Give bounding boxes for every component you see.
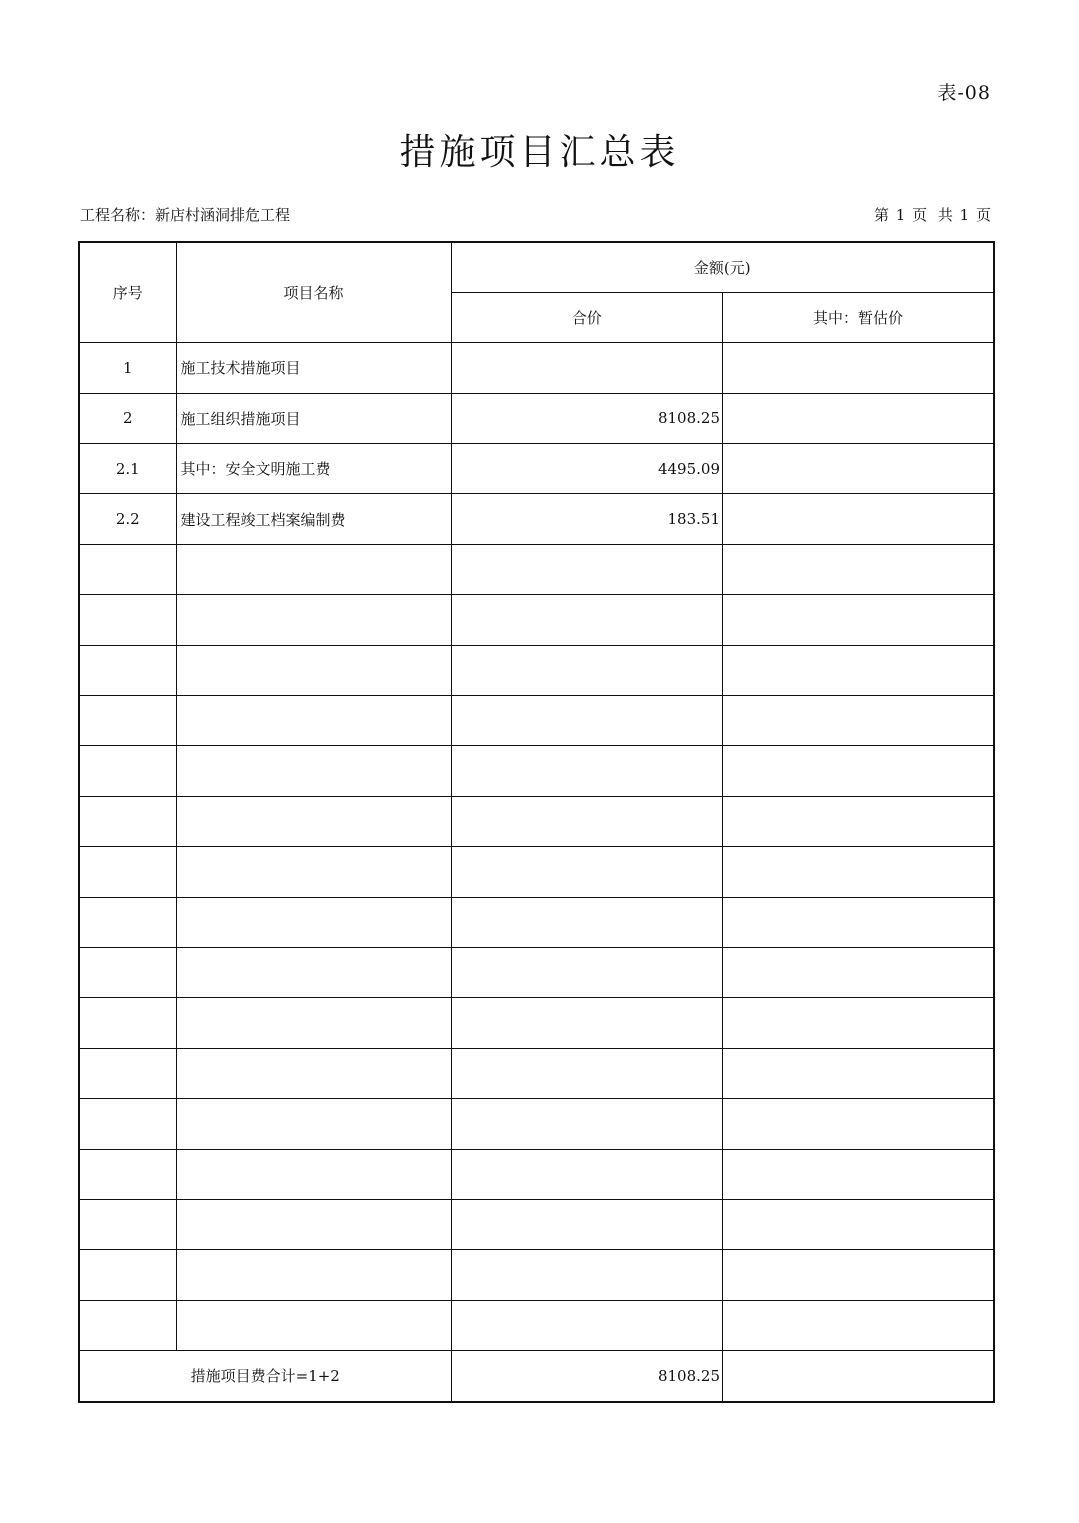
cell-name [176, 1300, 451, 1350]
table-row [79, 544, 994, 594]
cell-no [79, 897, 176, 947]
table-row [79, 847, 994, 897]
cell-no [79, 1300, 176, 1350]
cell-total [451, 595, 723, 645]
cell-no [79, 1250, 176, 1300]
cell-total [451, 645, 723, 695]
total-label: 措施项目费合计=1+2 [79, 1351, 451, 1402]
cell-name [176, 947, 451, 997]
cell-total [451, 998, 723, 1048]
cell-name [176, 998, 451, 1048]
table-row [79, 645, 994, 695]
cell-provisional [723, 444, 995, 494]
cell-name [176, 796, 451, 846]
cell-no [79, 1149, 176, 1199]
cell-no [79, 595, 176, 645]
cell-no: 1 [79, 343, 176, 393]
cell-name [176, 897, 451, 947]
total-provisional [723, 1351, 995, 1402]
cell-provisional [723, 393, 995, 443]
col-header-no: 序号 [79, 242, 176, 343]
cell-total [451, 847, 723, 897]
cell-provisional [723, 1300, 995, 1350]
cell-name [176, 595, 451, 645]
cell-provisional [723, 897, 995, 947]
cell-no [79, 998, 176, 1048]
cell-name [176, 1250, 451, 1300]
cell-total [451, 1099, 723, 1149]
cell-total [451, 343, 723, 393]
cell-provisional [723, 645, 995, 695]
table-row [79, 746, 994, 796]
cell-total [451, 746, 723, 796]
header-row-top [79, 242, 994, 292]
table-row [79, 1149, 994, 1199]
total-pages: 共 1 页 [937, 206, 991, 224]
form-code: 表-08 [937, 82, 991, 104]
total-amount: 8108.25 [451, 1351, 723, 1402]
table-row [79, 1199, 994, 1249]
page-indicator [874, 204, 991, 225]
cell-provisional [723, 947, 995, 997]
table-body [79, 343, 994, 1402]
table-row [79, 393, 994, 443]
col-header-provisional: 其中：暂估价 [723, 292, 995, 342]
table-row [79, 1048, 994, 1098]
cell-total [451, 696, 723, 746]
cell-total [451, 1250, 723, 1300]
cell-name: 建设工程竣工档案编制费 [176, 494, 451, 544]
project-name: 工程名称：新店村涵洞排危工程 [80, 206, 291, 224]
cell-provisional [723, 1048, 995, 1098]
cell-provisional [723, 998, 995, 1048]
table-row [79, 897, 994, 947]
cell-total: 183.51 [451, 494, 723, 544]
cell-provisional [723, 343, 995, 393]
cell-no: 2.2 [79, 494, 176, 544]
cell-name [176, 1048, 451, 1098]
cell-total: 4495.09 [451, 444, 723, 494]
cell-provisional [723, 494, 995, 544]
cell-total [451, 947, 723, 997]
cell-total [451, 1149, 723, 1199]
cell-total [451, 1199, 723, 1249]
cell-name [176, 544, 451, 594]
cell-name [176, 1199, 451, 1249]
table-row [79, 696, 994, 746]
cell-name [176, 1099, 451, 1149]
cell-no [79, 847, 176, 897]
cell-no [79, 1048, 176, 1098]
col-header-name: 项目名称 [176, 242, 451, 343]
cell-total: 8108.25 [451, 393, 723, 443]
cell-total [451, 544, 723, 594]
table-row [79, 1250, 994, 1300]
cell-name: 施工技术措施项目 [176, 343, 451, 393]
cell-name [176, 847, 451, 897]
page-title: 措施项目汇总表 [399, 132, 680, 173]
table-row [79, 1099, 994, 1149]
table-row [79, 595, 994, 645]
cell-name [176, 1149, 451, 1199]
cell-no [79, 696, 176, 746]
cell-total [451, 796, 723, 846]
measures-summary-table [78, 241, 995, 1403]
cell-total [451, 897, 723, 947]
cell-provisional [723, 1149, 995, 1199]
cell-no [79, 544, 176, 594]
cell-provisional [723, 1099, 995, 1149]
cell-name [176, 645, 451, 695]
cell-no [79, 947, 176, 997]
table-row [79, 1300, 994, 1350]
cell-no [79, 645, 176, 695]
cell-provisional [723, 696, 995, 746]
table-row [79, 343, 994, 393]
cell-no: 2 [79, 393, 176, 443]
table-row [79, 947, 994, 997]
cell-total [451, 1300, 723, 1350]
cell-no [79, 1199, 176, 1249]
cell-provisional [723, 796, 995, 846]
cell-provisional [723, 847, 995, 897]
cell-no [79, 1099, 176, 1149]
table-row [79, 494, 994, 544]
cell-provisional [723, 595, 995, 645]
total-row [79, 1351, 994, 1402]
cell-name [176, 746, 451, 796]
cell-name: 施工组织措施项目 [176, 393, 451, 443]
current-page: 第 1 页 [874, 206, 928, 224]
col-header-amount: 金额(元) [451, 242, 994, 292]
col-header-total: 合价 [451, 292, 723, 342]
table-row [79, 998, 994, 1048]
cell-provisional [723, 544, 995, 594]
cell-provisional [723, 746, 995, 796]
table-row [79, 444, 994, 494]
cell-no [79, 796, 176, 846]
cell-total [451, 1048, 723, 1098]
cell-name: 其中：安全文明施工费 [176, 444, 451, 494]
cell-no: 2.1 [79, 444, 176, 494]
cell-provisional [723, 1250, 995, 1300]
table-row [79, 796, 994, 846]
cell-name [176, 696, 451, 746]
cell-provisional [723, 1199, 995, 1249]
cell-no [79, 746, 176, 796]
